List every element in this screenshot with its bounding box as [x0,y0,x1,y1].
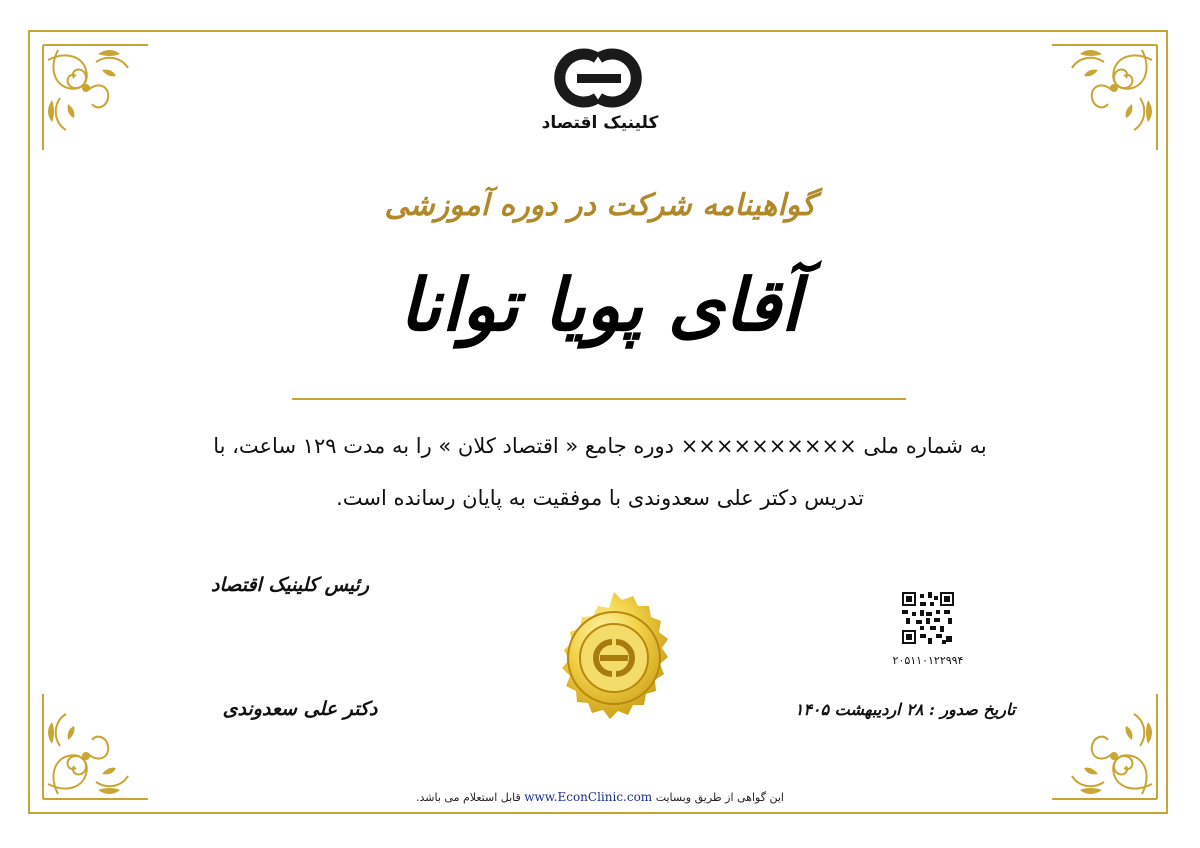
qr-code-icon[interactable] [902,592,954,644]
verification-code: ۲۰۵۱۱۰۱۲۲۹۹۴ [892,654,964,667]
footer-suffix: قابل استعلام می باشد. [416,791,521,804]
footer-prefix: این گواهی از طریق وبسایت [655,791,784,804]
name-underline [292,398,906,400]
brand-name: کلینیک اقتصاد [541,113,659,133]
brand-logo-icon [553,44,645,112]
recipient-name: آقای پویا توانا [399,262,801,347]
issue-date: تاریخ صدور : ۲۸ اردیبهشت ۱۴۰۵ [794,700,1016,719]
signatory-name: دکتر علی سعدوندی [222,698,378,720]
body-line: تدریس دکتر علی سعدوندی با موفقیت به پایان رسانده است. [336,486,864,510]
footer-note [300,790,900,804]
corner-ornament-icon [1042,40,1162,160]
corner-ornament-icon [1042,684,1162,804]
certificate-title: گواهینامه شرکت در دوره آموزشی [384,188,816,223]
corner-ornament-icon [38,40,158,160]
signatory-title: رئیس کلینیک اقتصاد [210,574,369,596]
gold-seal-icon [538,590,690,742]
body-line: به شماره ملی ×××××××××× دوره جامع « اقتصاد کلان » را به مدت ۱۲۹ ساعت، با [213,434,987,458]
certificate-body [150,420,1050,524]
corner-ornament-icon [38,684,158,804]
website-link[interactable]: www.EconClinic.com [524,790,653,804]
